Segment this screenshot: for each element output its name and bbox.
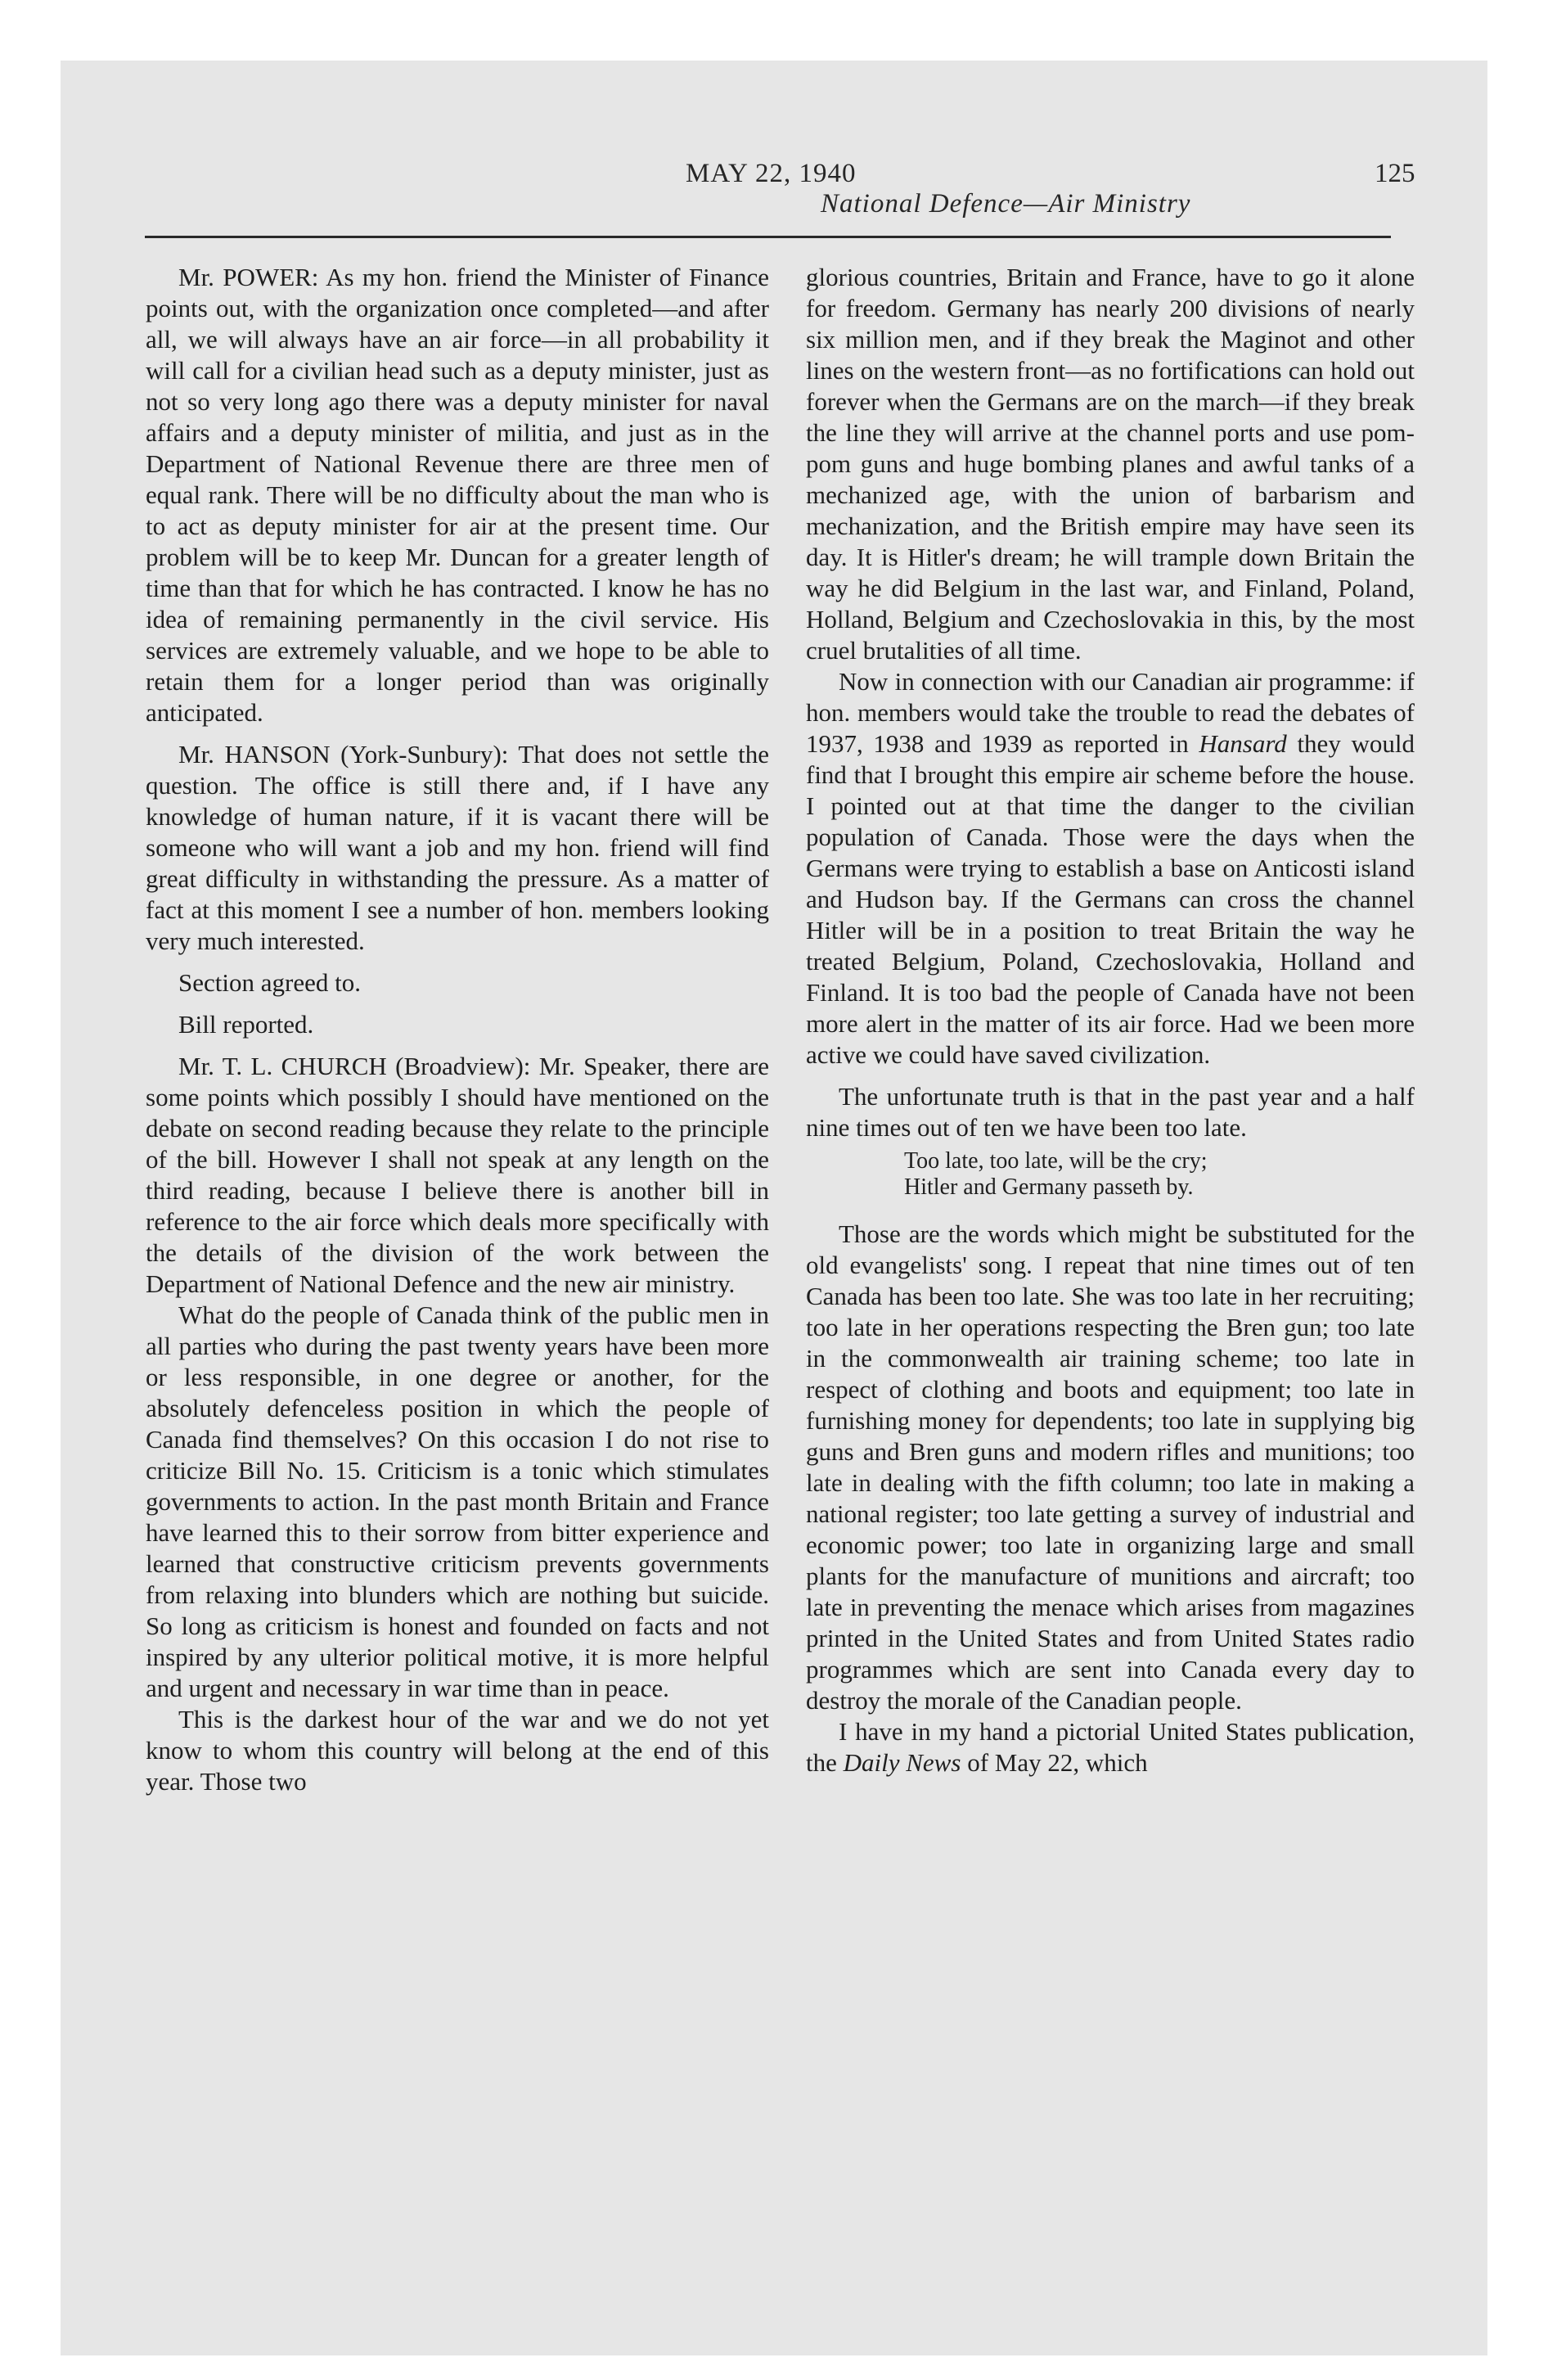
daily-news-title: Daily News <box>843 1748 961 1777</box>
paragraph-those-are-the-words: Those are the words which might be substituted for the old evangelists' song. I repeat that nine times out of ten Canada has been too late. She was too late in her recruiting; too late in her operations respecting the Bren gun; too late in the commonwealth air training scheme; too late in respect of clothing and boots and equipment; too late in furnishing money for dependents; too late in supplying big guns and Bren guns and modern rifles and munitions; too late in dealing with the fifth column; too late in making a national register; too late getting a survey of industrial and economic power; too late in organizing large and small plants for the manufacture of munitions and aircraft; too late in preventing the menace which arises from magazines printed in the United States and from United States radio programmes which are sent into Canada every day to destroy the morale of the Canadian people. <box>806 1219 1415 1715</box>
page-date: MAY 22, 1940 <box>686 159 857 188</box>
air-programme-text-start: Now in connection with our Canadian air programme: if hon. members would take the trouble to read the debates of 1937, 1938 and 1939 as reported in <box>806 667 1415 758</box>
right-column <box>806 262 1415 1778</box>
left-column <box>146 262 769 1797</box>
header-rule <box>145 236 1391 238</box>
publication-text-start: I have in my hand a pictorial United States publication, the <box>806 1717 1415 1777</box>
verse-quote <box>806 1148 1415 1201</box>
paragraph-unfortunate-truth: The unfortunate truth is that in the past year and a half nine times out of ten we have been too late. <box>806 1082 1415 1142</box>
paragraph-hanson: Mr. HANSON (York-Sunbury): That does not settle the question. The office is still there and, if I have any knowledge of human nature, if it is vacant there will be someone who will want a job and my hon. friend will find great difficulty in withstanding the pressure. As a matter of fact at this moment I see a number of hon. members looking very much interested. <box>146 740 769 955</box>
paragraph-air-programme <box>806 666 1415 1071</box>
paragraph-glorious-countries: glorious countries, Britain and France, have to go it alone for freedom. Germany has nearly 200 divisions of nearly six million men, and if they break the Maginot and other lines on the western front—as no fortifications can hold out forever when the Germans are on the march—if they break the line they will arrive at the channel ports and use pom-pom guns and huge bombing planes and awful tanks of a mechanized age, with the union of barbarism and mechanization, and the British empire may have seen its day. It is Hitler's dream; he will trample down Britain the way he did Belgium in the last war, and Finland, Poland, Holland, Belgium and Czechoslovakia in this, by the most cruel brutalities of all time. <box>806 263 1415 665</box>
paragraph-people-of-canada: What do the people of Canada think of the public men in all parties who during the past twenty years have been more or less responsible, in one degree or another, for the absolutely defenceless position in which the people of Canada find themselves? On this occasion I do not rise to criticize Bill No. 15. Criticism is a tonic which stimulates governments to action. In the past month Britain and France have learned this to their sorrow from bitter experience and learned that constructive criticism prevents governments from relaxing into blunders which are nothing but suicide. So long as criticism is honest and founded on facts and not inspired by any ulterior political motive, it is more helpful and urgent and necessary in war time than in peace. <box>146 1300 769 1702</box>
paragraph-section-agreed: Section agreed to. <box>178 968 361 997</box>
paragraph-power: Mr. POWER: As my hon. friend the Minister of Finance points out, with the organization once completed—and after all, we will always have an air force—in all probability it will call for a civilian head such as a deputy minister, just as not so very long ago there was a deputy minister for naval affairs and a deputy minister of militia, and just as in the Department of National Revenue there are three men of equal rank. There will be no difficulty about the man who is to act as deputy minister for air at the present time. Our problem will be to keep Mr. Duncan for a greater length of time than that for which he has contracted. I know he has no idea of remaining permanently in the civil service. His services are extremely valuable, and we hope to be able to retain them for a longer period than was originally anticipated. <box>146 263 769 727</box>
paragraph-bill-reported: Bill reported. <box>178 1010 314 1039</box>
section-title: National Defence—Air Ministry <box>821 189 1191 219</box>
publication-text-end: of May 22, which <box>961 1748 1148 1777</box>
verse-line-1: Too late, too late, will be the cry; <box>904 1148 1208 1174</box>
paragraph-darkest-hour: This is the darkest hour of the war and we do not yet know to whom this country will belong at the end of this year. Those two <box>146 1705 769 1796</box>
paragraph-pictorial-publication <box>806 1716 1415 1778</box>
paragraph-church: Mr. T. L. CHURCH (Broadview): Mr. Speaker, there are some points which possibly I should have mentioned on the debate on second reading because they relate to the principle of the bill. However I shall not speak at any length on the third reading, because I believe there is another bill in reference to the air force which deals more specifically with the details of the division of the work between the Department of National Defence and the new air ministry. <box>146 1052 769 1298</box>
page-number: 125 <box>1375 159 1415 188</box>
air-programme-text-end: they would find that I brought this empire air scheme before the house. I pointed out at that time the danger to the civilian population of Canada. Those were the days when the Germans were trying to establish a base on Anticosti island and Hudson bay. If the Germans can cross the channel Hitler will be in a position to treat Britain the way he treated Belgium, Poland, Czechoslovakia, Holland and Finland. It is too bad the people of Canada have not been more alert in the matter of its air force. Had we been more active we could have saved civilization. <box>806 729 1415 1069</box>
verse-line-2: Hitler and Germany passeth by. <box>904 1174 1194 1200</box>
hansard-title: Hansard <box>1199 729 1287 758</box>
